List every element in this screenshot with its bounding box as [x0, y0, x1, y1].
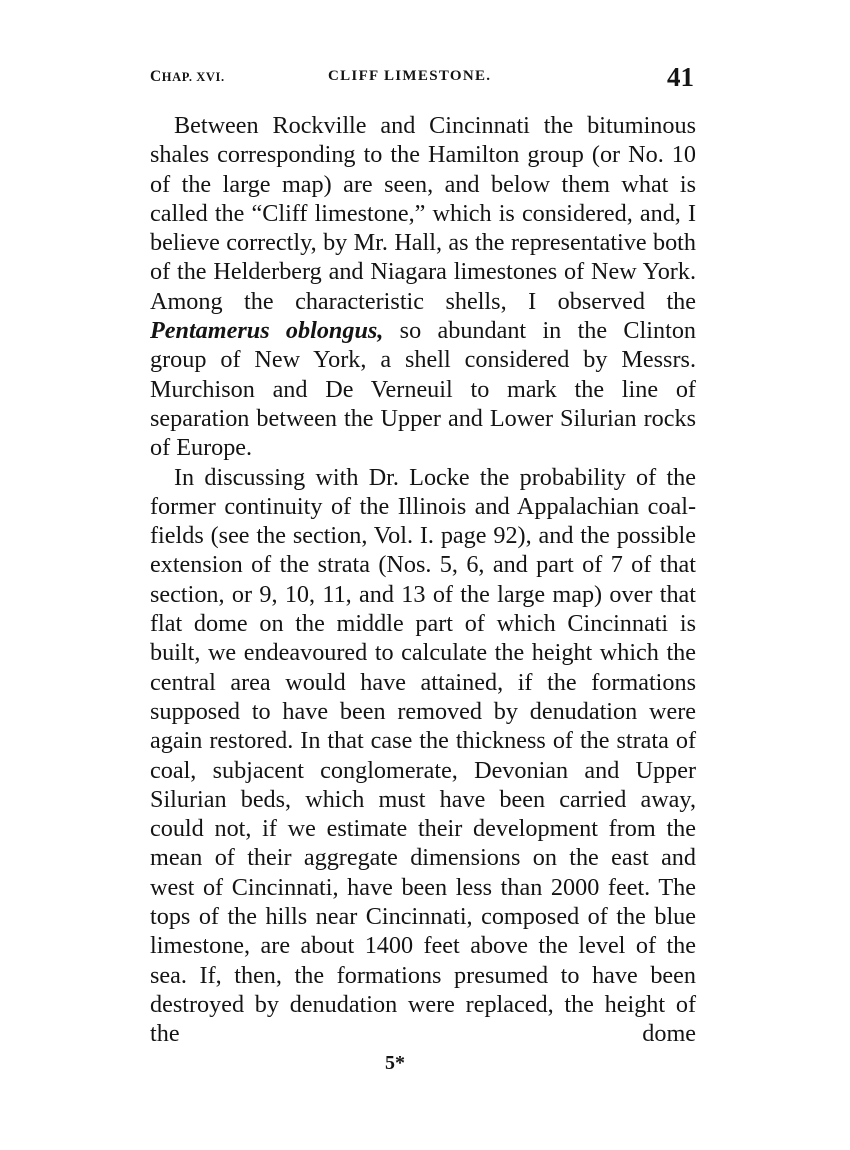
- body-text: [150, 111, 696, 1049]
- running-head: [150, 62, 696, 102]
- species-name: Pentamerus oblongus,: [150, 317, 384, 345]
- signature-mark: 5*: [385, 1052, 405, 1074]
- chapter-label-rest: HAP. XVI.: [161, 70, 225, 84]
- page-number: 41: [667, 62, 694, 92]
- paragraph-1: [150, 111, 696, 463]
- paragraph-1-text-after: so abundant in the Clinton group of New York, a shell considered by Messrs. Murchison and De Verneuil to mark the line of separation between the Upper and Lower Silurian rocks of Europe.: [150, 317, 697, 462]
- chapter-label: CHAP. XVI.: [150, 68, 225, 85]
- paragraph-2: In discussing with Dr. Locke the probability of the former continuity of the Illinois and Appalachian coal-fields (see the section, Vol. I. page 92), and the possible extension of the strata (Nos. 5, 6, and part of 7 of that section, or 9, 10, 11, and 13 of the large map) over that flat dome on the middle part of which Cincinnati is built, we endeavoured to calculate the height which the central area would have attained, if the formations supposed to have been removed by denudation were again restored. In that case the thickness of the strata of coal, subjacent conglomerate, Devonian and Upper Silurian beds, which must have been carried away, could not, if we estimate their development from the mean of their aggregate dimensions on the east and west of Cincinnati, have been less than 2000 feet. The tops of the hills near Cincinnati, composed of the blue limestone, are about 1400 feet above the level of the sea. If, then, the formations presumed to have been destroyed by denudation were replaced, the height of the dome: [150, 463, 696, 1048]
- running-title: CLIFF LIMESTONE.: [328, 68, 492, 84]
- paragraph-1-text-before: Between Rockville and Cincinnati the bituminous shales corresponding to the Hamilton group (or No. 10 of the large map) are seen, and below them what is called the “Cliff limestone,” which is considered, and, I believe correctly, by Mr. Hall, as the representative both of the Helderberg and Niagara limestones of New York. Among the characteristic shells, I observed the: [150, 112, 696, 315]
